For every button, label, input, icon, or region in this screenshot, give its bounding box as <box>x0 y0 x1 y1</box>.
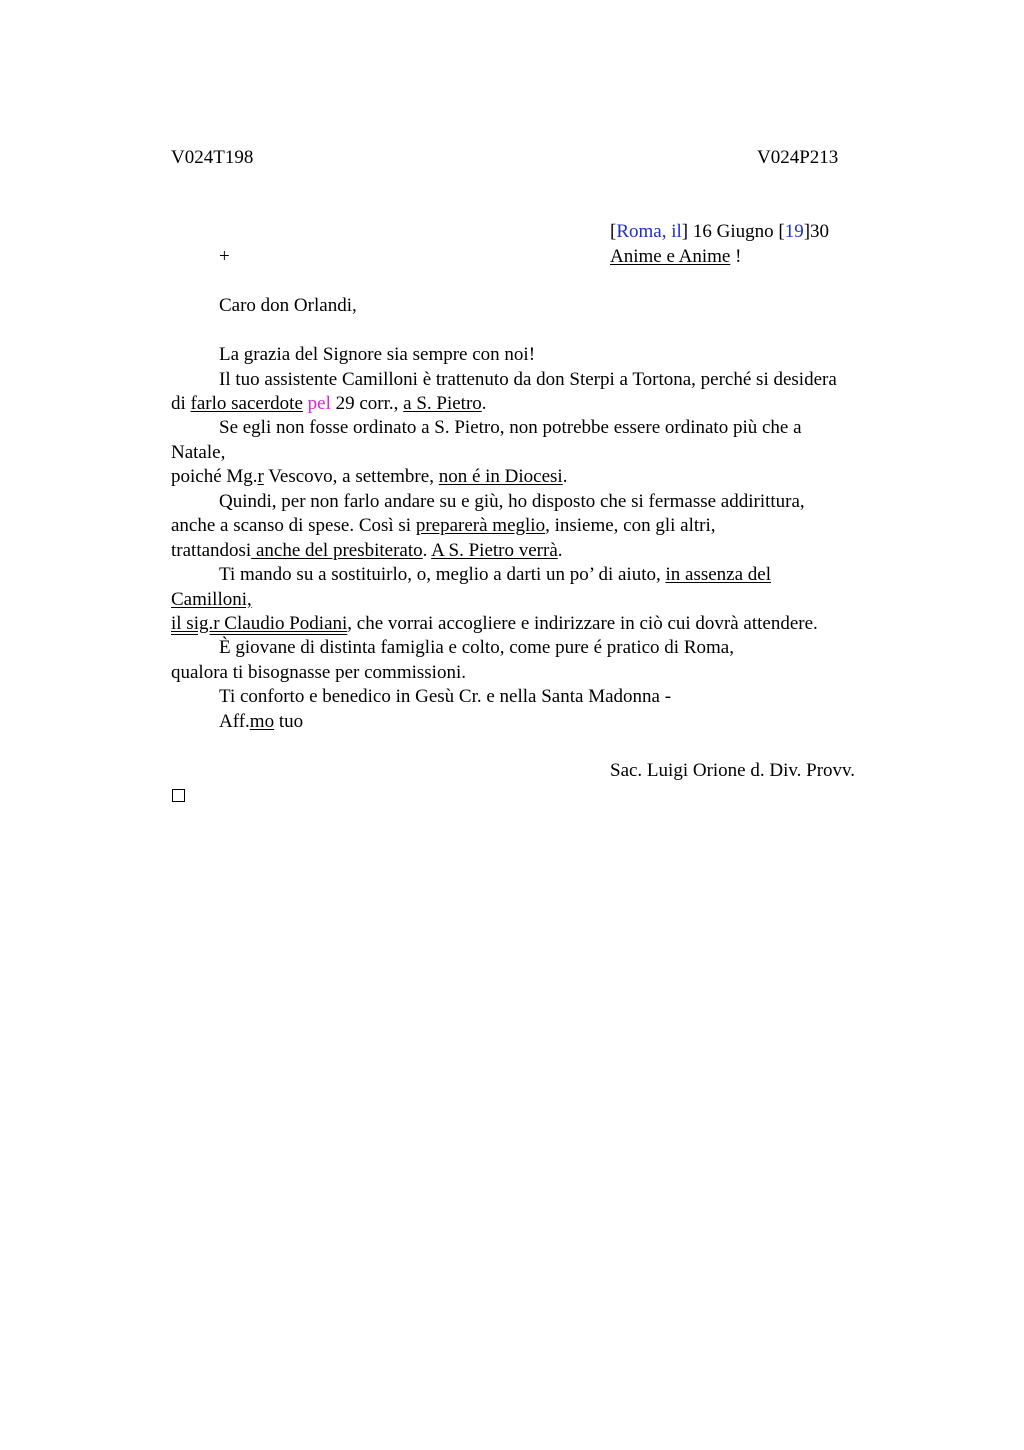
body-line-2: Il tuo assistente Camilloni è trattenuto da don Sterpi a Tortona, perché si desidera <box>219 369 837 390</box>
motto: Anime e Anime ! <box>610 246 742 267</box>
signature: Sac. Luigi Orione d. Div. Provv. <box>610 760 856 781</box>
cross-mark: + <box>219 246 230 267</box>
body-line-10: Ti mando su a sostituirlo, o, meglio a darti un po’ di aiuto, in assenza del <box>219 564 771 585</box>
end-box-icon <box>172 785 185 810</box>
body-line-6: poiché Mg.r Vescovo, a settembre, non é in Diocesi. <box>171 466 568 487</box>
doc-code-left: V024T198 <box>171 147 254 168</box>
body-line-3: di farlo sacerdote pel 29 corr., a S. Pietro. <box>171 393 487 414</box>
body-line-8: anche a scanso di spese. Così si preparerà meglio, insieme, con gli altri, <box>171 515 716 536</box>
closing-line: Aff.mo tuo <box>219 711 304 732</box>
body-line-4: Se egli non fosse ordinato a S. Pietro, non potrebbe essere ordinato più che a <box>219 417 802 438</box>
body-line-11: Camilloni, <box>171 589 252 610</box>
dateline: [Roma, il] 16 Giugno [19]30 <box>610 221 830 242</box>
body-line-1: La grazia del Signore sia sempre con noi! <box>219 344 536 365</box>
body-line-12: il sig.r Claudio Podiani, che vorrai accogliere e indirizzare in ciò cui dovrà attendere. <box>171 613 818 634</box>
body-line-13: È giovane di distinta famiglia e colto, come pure é pratico di Roma, <box>219 637 734 658</box>
body-line-14: qualora ti bisognasse per commissioni. <box>171 662 466 683</box>
salutation: Caro don Orlandi, <box>219 295 357 316</box>
body-line-9: trattandosi anche del presbiterato. A S. Pietro verrà. <box>171 540 563 561</box>
body-line-5: Natale, <box>171 442 226 463</box>
doc-code-right: V024P213 <box>757 147 839 168</box>
body-line-7: Quindi, per non farlo andare su e giù, ho disposto che si fermasse addirittura, <box>219 491 805 512</box>
body-line-15: Ti conforto e benedico in Gesù Cr. e nella Santa Madonna - <box>219 686 672 707</box>
